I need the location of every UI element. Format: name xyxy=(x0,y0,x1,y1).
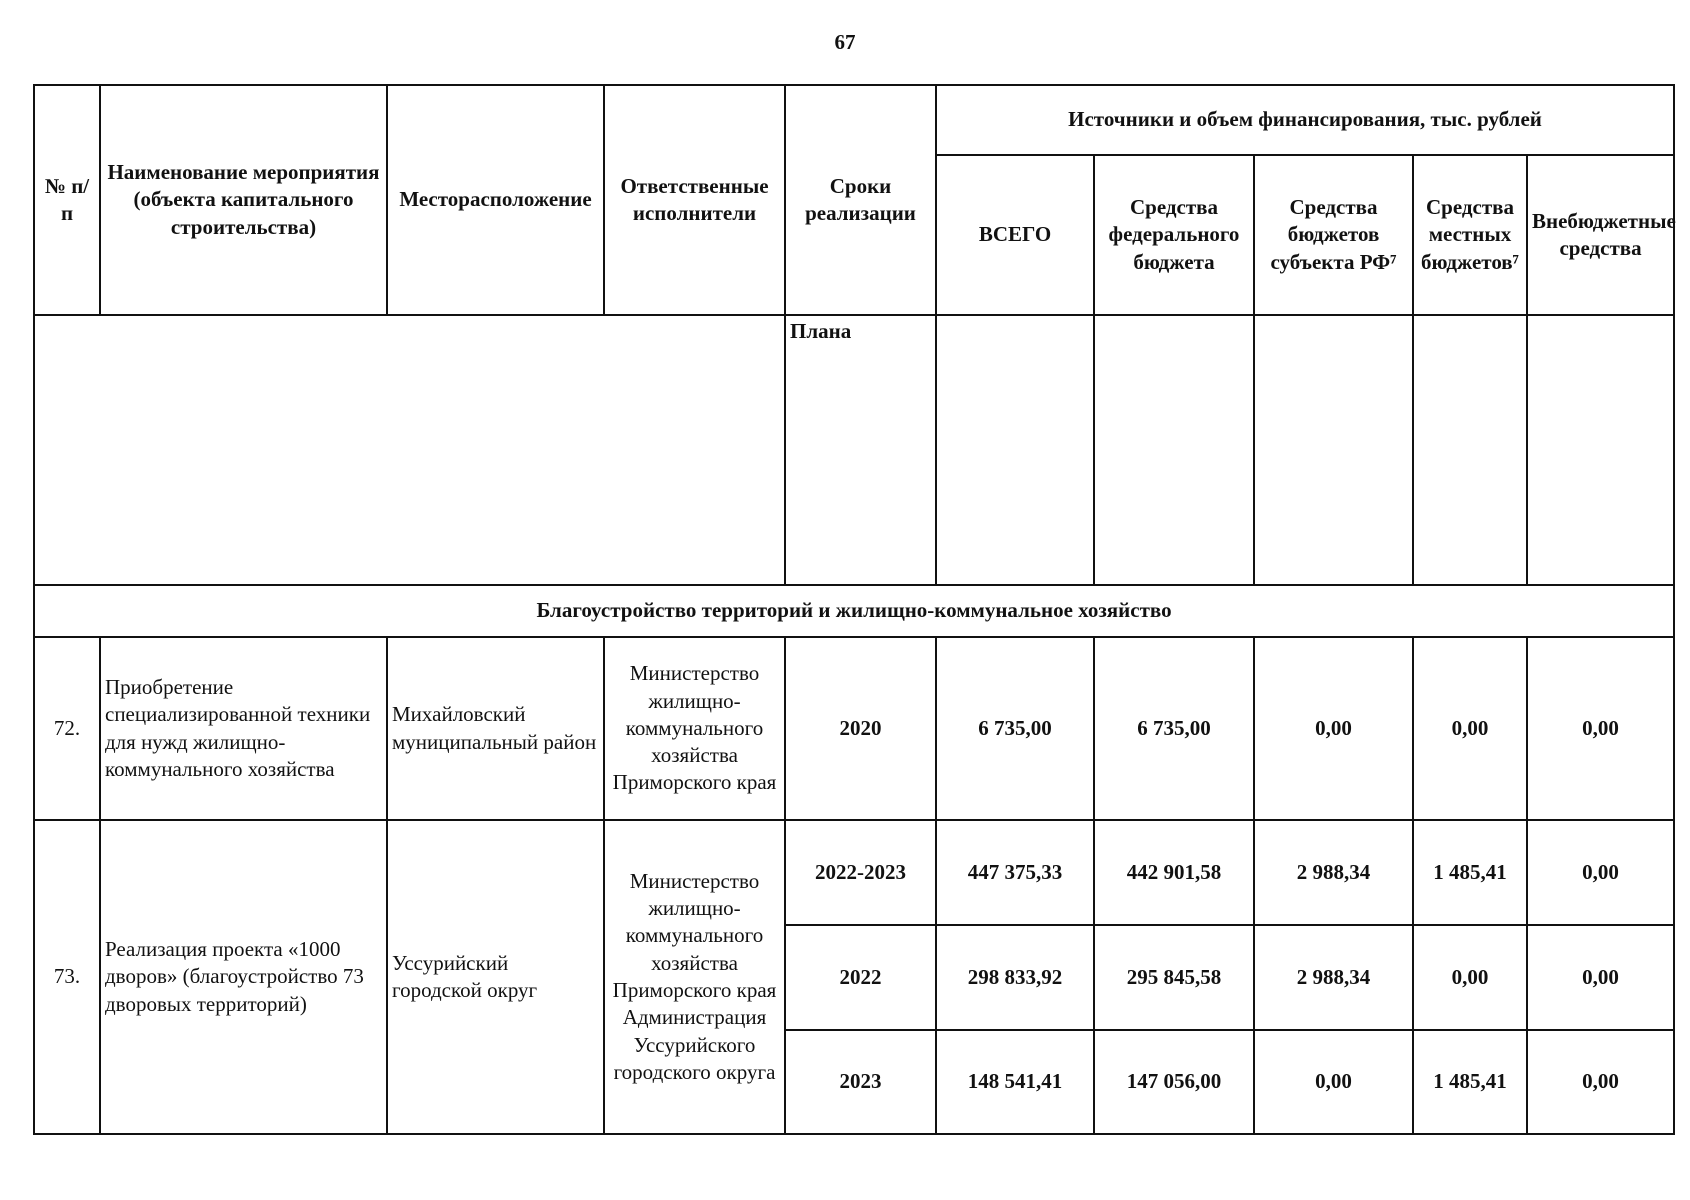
plan-label: Плана xyxy=(785,315,936,585)
section-title: Благоустройство территорий и жилищно-коммунальное хозяйство xyxy=(34,585,1674,637)
section-row xyxy=(34,585,1674,637)
header-num: № п/п xyxy=(34,85,100,315)
table-row xyxy=(34,820,1674,925)
table-row xyxy=(34,637,1674,820)
row-responsible: Министерство жилищно-коммунального хозяйства Приморского края xyxy=(604,637,785,820)
period-total: 298 833,92 xyxy=(936,925,1094,1030)
period-terms: 2023 xyxy=(785,1030,936,1134)
row-extra: 0,00 xyxy=(1527,637,1674,820)
period-local: 1 485,41 xyxy=(1413,820,1527,925)
row-responsible: Министерство жилищно-коммунального хозяйства Приморского края Администрация Уссурийского городского округа xyxy=(604,820,785,1134)
period-extra: 0,00 xyxy=(1527,1030,1674,1134)
period-regional: 2 988,34 xyxy=(1254,925,1413,1030)
row-federal: 6 735,00 xyxy=(1094,637,1254,820)
header-funding-group: Источники и объем финансирования, тыс. рублей xyxy=(936,85,1674,155)
period-local: 0,00 xyxy=(1413,925,1527,1030)
plan-blank-cell xyxy=(34,315,785,585)
page-number: 67 xyxy=(834,30,856,54)
plan-local-cell xyxy=(1413,315,1527,585)
period-terms: 2022-2023 xyxy=(785,820,936,925)
period-federal: 147 056,00 xyxy=(1094,1030,1254,1134)
header-total: ВСЕГО xyxy=(936,155,1094,315)
header-row-1 xyxy=(34,85,1674,155)
period-extra: 0,00 xyxy=(1527,820,1674,925)
row-number: 72. xyxy=(34,637,100,820)
header-name: Наименование мероприятия (объекта капитального строительства) xyxy=(100,85,387,315)
period-federal: 295 845,58 xyxy=(1094,925,1254,1030)
period-regional: 2 988,34 xyxy=(1254,820,1413,925)
header-location: Месторасположение xyxy=(387,85,604,315)
plan-total-cell xyxy=(936,315,1094,585)
row-total: 6 735,00 xyxy=(936,637,1094,820)
row-name: Приобретение специализированной техники для нужд жилищно-коммунального хозяйства xyxy=(100,637,387,820)
row-name: Реализация проекта «1000 дворов» (благоустройство 73 дворовых территорий) xyxy=(100,820,387,1134)
plan-row xyxy=(34,315,1674,585)
period-regional: 0,00 xyxy=(1254,1030,1413,1134)
header-local: Средства местных бюджетов⁷ xyxy=(1413,155,1527,315)
row-location: Михайловский муниципальный район xyxy=(387,637,604,820)
financing-table xyxy=(33,84,1675,1135)
row-regional: 0,00 xyxy=(1254,637,1413,820)
period-local: 1 485,41 xyxy=(1413,1030,1527,1134)
period-extra: 0,00 xyxy=(1527,925,1674,1030)
plan-extra-cell xyxy=(1527,315,1674,585)
row-location: Уссурийский городской округ xyxy=(387,820,604,1134)
header-federal: Средства федерального бюджета xyxy=(1094,155,1254,315)
period-terms: 2022 xyxy=(785,925,936,1030)
header-extra: Внебюджетные средства xyxy=(1527,155,1674,315)
row-number: 73. xyxy=(34,820,100,1134)
plan-federal-cell xyxy=(1094,315,1254,585)
row-terms: 2020 xyxy=(785,637,936,820)
period-federal: 442 901,58 xyxy=(1094,820,1254,925)
row-local: 0,00 xyxy=(1413,637,1527,820)
plan-regional-cell xyxy=(1254,315,1413,585)
header-regional: Средства бюджетов субъекта РФ⁷ xyxy=(1254,155,1413,315)
header-terms: Сроки реализации xyxy=(785,85,936,315)
period-total: 148 541,41 xyxy=(936,1030,1094,1134)
header-responsible: Ответственные исполнители xyxy=(604,85,785,315)
period-total: 447 375,33 xyxy=(936,820,1094,925)
